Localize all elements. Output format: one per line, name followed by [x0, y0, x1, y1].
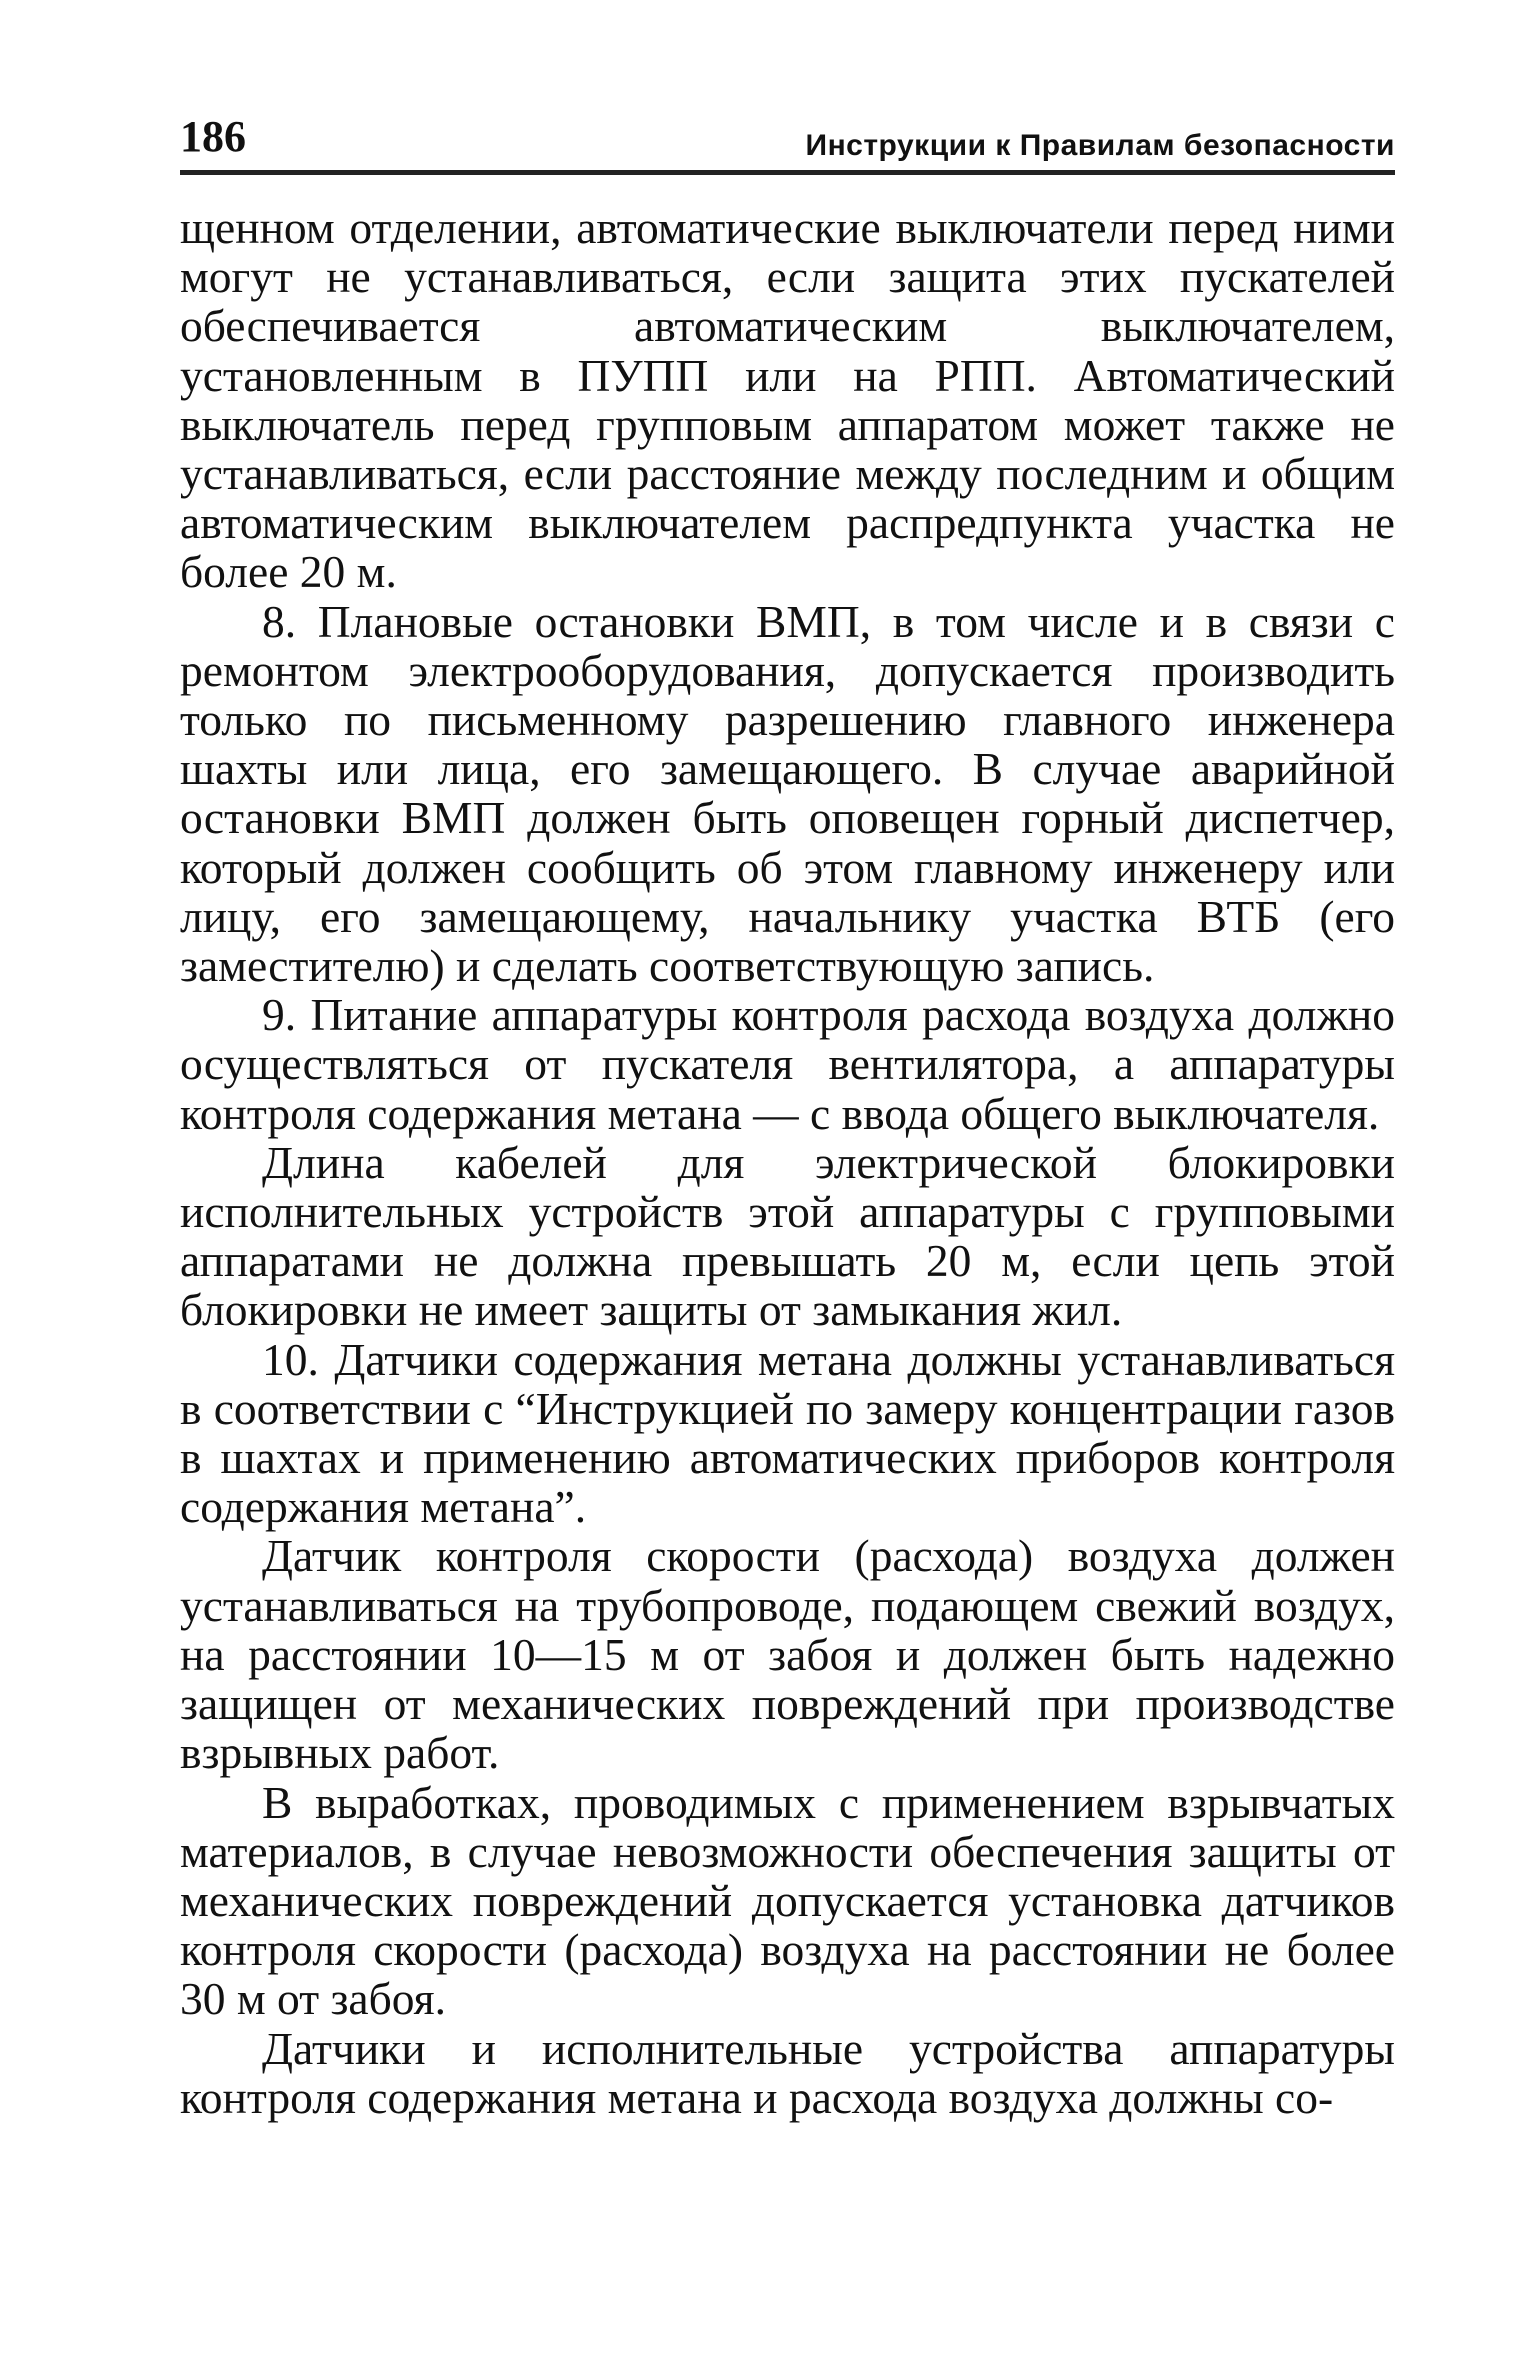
- paragraph-continuation: щенном отделении, автоматические выключатели перед ними могут не устанавливаться, если защита этих пускателей обеспечивается автоматическим выключателем, установленным в ПУПП или на РПП. Автоматический выключатель перед групповым аппаратом может также не устанавливаться, если расстояние между последним и общим автоматическим выключателем распредпункта участка не более 20 м.: [180, 202, 1395, 598]
- page-number: 186: [180, 112, 246, 161]
- paragraph-item-9: 9. Питание аппаратуры контроля расхода воздуха должно осуществляться от пускателя вентилятора, а аппаратуры контроля содержания метана — с ввода общего выключателя.: [180, 989, 1395, 1139]
- running-title: Инструкции к Правилам безопасности: [805, 129, 1395, 162]
- page-header: [180, 112, 1395, 172]
- header-rule: [180, 170, 1395, 175]
- paragraph-cable-length: Длина кабелей для электрической блокировки исполнительных устройств этой аппаратуры с групповыми аппаратами не должна превышать 20 м, если цепь этой блокировки не имеет защиты от замыкания жил.: [180, 1136, 1395, 1336]
- body-text: [180, 203, 1395, 2122]
- paragraph-item-10: 10. Датчики содержания метана должны устанавливаться в соответствии с “Инструкцией по замеру концентрации газов в шахтах и применению автоматических приборов контроля содержания метана”.: [180, 1333, 1395, 1533]
- paragraph-item-8: 8. Плановые остановки ВМП, в том числе и в связи с ремонтом электрооборудования, допускается производить только по письменному разрешению главного инженера шахты или лица, его замещающего. В случае аварийной остановки ВМП должен быть оповещен горный диспетчер, который должен сообщить об этом главному инженеру или лицу, его замещающему, начальнику участка ВТБ (его заместителю) и сделать соответствующую запись.: [180, 595, 1395, 992]
- paragraph-explosive-workings: В выработках, проводимых с применением взрывчатых материалов, в случае невозможности обеспечения защиты от механических повреждений допускается установка датчиков контроля скорости (расхода) воздуха на расстоянии не более 30 м от забоя.: [180, 1776, 1395, 2025]
- paragraph-airflow-sensor: Датчик контроля скорости (расхода) воздуха должен устанавливаться на трубопроводе, подающем свежий воздух, на расстоянии 10—15 м от забоя и должен быть надежно защищен от механических повреждений при производстве взрывных работ.: [180, 1530, 1395, 1779]
- paragraph-sensors-devices: Датчики и исполнительные устройства аппаратуры контроля содержания метана и расхода воздуха должны со-: [180, 2022, 1395, 2123]
